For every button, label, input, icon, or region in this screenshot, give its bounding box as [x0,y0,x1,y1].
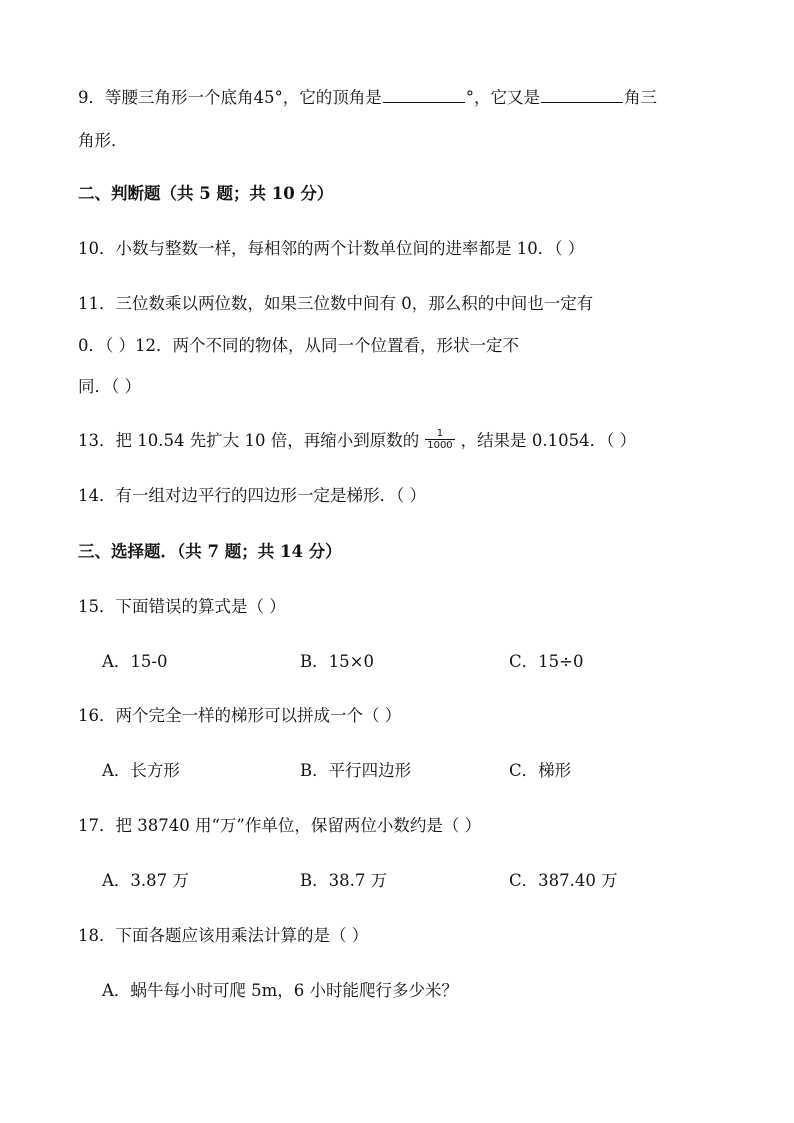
question-10: 10．小数与整数一样，每相邻的两个计数单位间的进率都是 10．（ ） [78,239,585,258]
question-9-text: 角三 [624,88,657,107]
question-13 [78,430,636,453]
question-14: 14．有一组对边平行的四边形一定是梯形．（ ） [78,486,426,505]
question-9 [78,86,657,109]
option-b[interactable]: B．15×0 [300,652,374,671]
question-11-line-1: 11．三位数乘以两位数，如果三位数中间有 0，那么积的中间也一定有 [78,294,594,313]
option-a[interactable]: A．长方形 [102,761,180,780]
option-c[interactable]: C．15÷0 [509,652,584,671]
answer-blank[interactable] [383,86,465,103]
option-a[interactable]: A．15-0 [102,652,168,671]
option-c[interactable]: C．387.40 万 [509,871,618,890]
fraction-numerator: 1 [436,428,444,439]
question-13-text: 13．把 10.54 先扩大 10 倍，再缩小到原数的 [78,431,420,450]
option-a[interactable]: A．蜗牛每小时可爬 5m，6 小时能爬行多少米？ [102,981,459,1000]
fraction [425,428,454,451]
question-13-text: ，结果是 0.1054．（ ） [460,431,637,450]
question-17: 17．把 38740 用“万”作单位，保留两位小数约是（ ） [78,816,482,835]
option-c[interactable]: C．梯形 [509,761,572,780]
fraction-denominator: 1000 [427,440,453,451]
question-16: 16．两个完全一样的梯形可以拼成一个（ ） [78,706,402,725]
question-18: 18．下面各题应该用乘法计算的是（ ） [78,926,369,945]
section-title-judgement: 二、判断题（共 5 题；共 10 分） [78,184,334,203]
answer-blank[interactable] [541,86,623,103]
option-b[interactable]: B．38.7 万 [300,871,388,890]
question-9-text: °，它又是 [465,88,540,107]
section-title-choice: 三、选择题．（共 7 题；共 14 分） [78,542,342,561]
question-11-line-3: 同．（ ） [78,377,141,396]
question-9-continued: 角形． [78,131,128,150]
question-11-line-2: 0．（ ）12．两个不同的物体，从同一个位置看，形状一定不 [78,336,519,355]
question-9-text: 9．等腰三角形一个底角45°，它的顶角是 [78,88,382,107]
option-a[interactable]: A．3.87 万 [102,871,189,890]
question-15: 15．下面错误的算式是（ ） [78,597,286,616]
option-b[interactable]: B．平行四边形 [300,761,412,780]
